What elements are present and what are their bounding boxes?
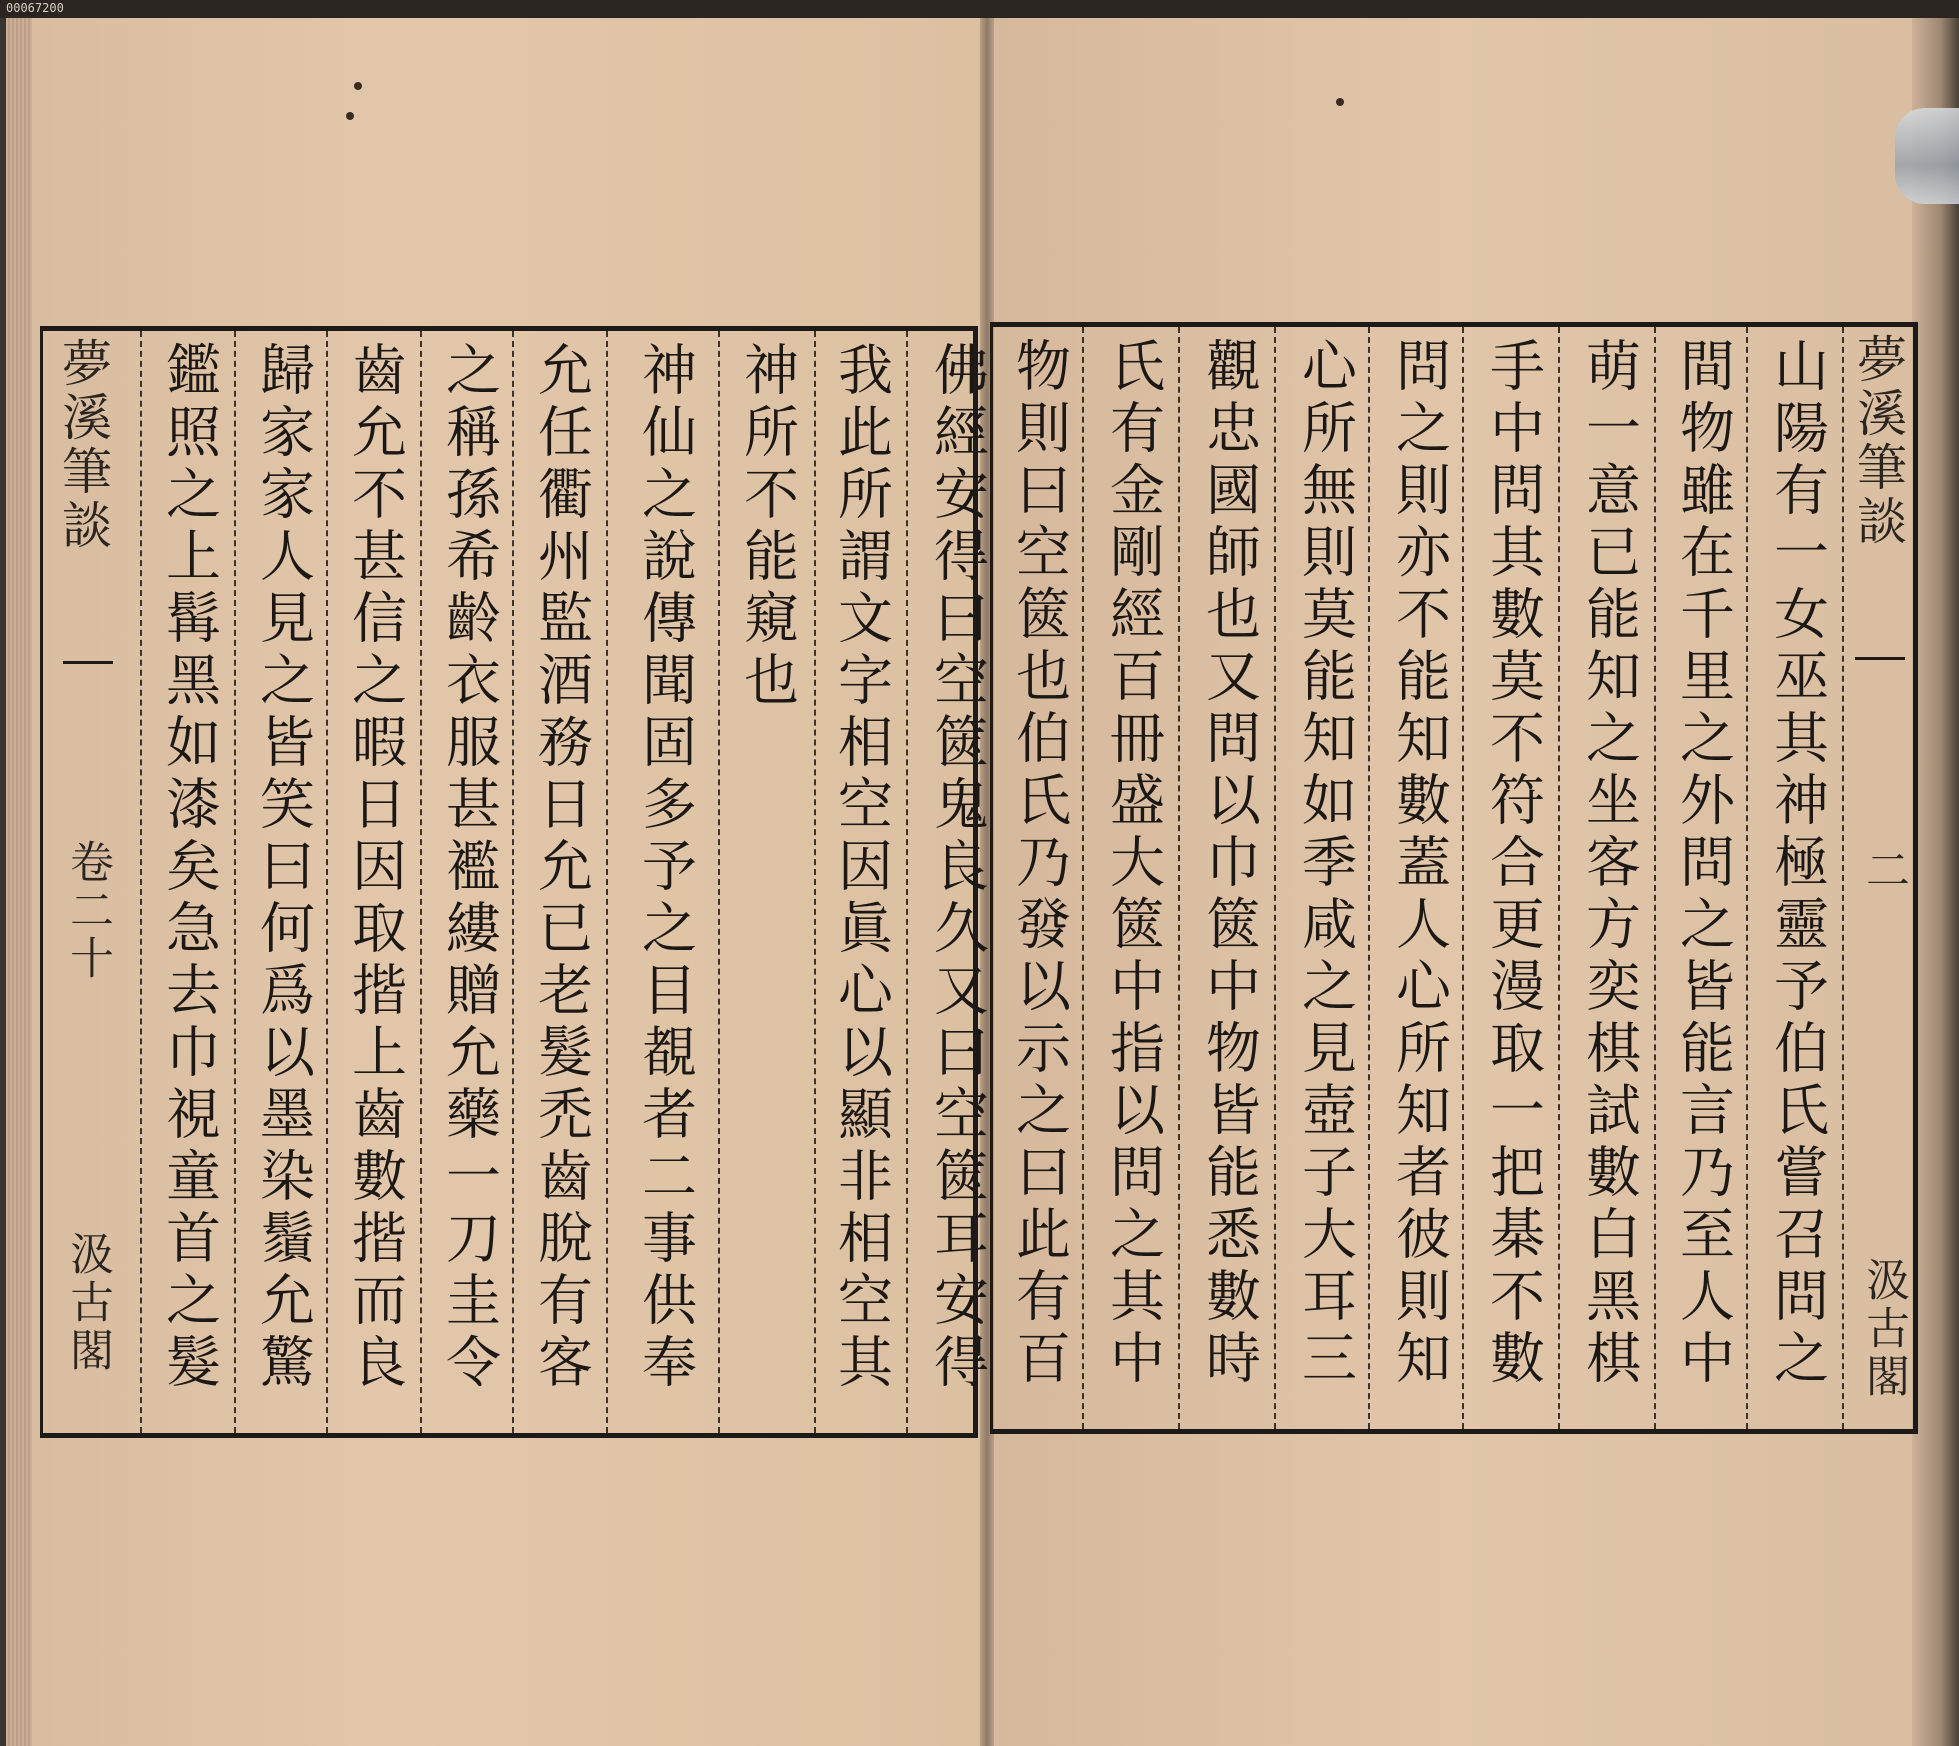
ink-dot [354, 82, 362, 90]
text-column: 萌一意已能知之坐客方奕棋試數白黑棋 [1577, 337, 1641, 1391]
margin-title: 夢溪筆談 [1849, 333, 1907, 549]
folio-number: 二 [1858, 847, 1909, 895]
text-column: 神仙之說傳聞固多予之目覩者二事供奉 [633, 341, 697, 1395]
text-column: 山陽有一女巫其神極靈予伯氏嘗召問之 [1765, 337, 1829, 1391]
text-column: 神所不能窺也 [735, 341, 799, 713]
text-column: 歸家家人見之皆笑曰何爲以墨染鬚允驚 [251, 341, 315, 1395]
ink-dot [346, 112, 354, 120]
text-column: 物則曰空篋也伯氏乃發以示之曰此有百 [1007, 337, 1071, 1391]
text-column: 佛經安得曰空篋鬼良久又曰空篋耳安得 [925, 341, 989, 1395]
volume-number: 卷二十 [62, 839, 113, 983]
text-column: 問之則亦不能知數蓋人心所知者彼則知 [1387, 337, 1451, 1391]
margin-separator [1855, 657, 1905, 660]
text-column: 允任衢州監酒務日允已老髮禿齒脫有客 [529, 341, 593, 1395]
ink-dot [1336, 98, 1344, 106]
text-column: 間物雖在千里之外問之皆能言乃至人中 [1671, 337, 1735, 1391]
margin-separator [63, 661, 113, 664]
text-column: 心所無則莫能知如季咸之見壺子大耳三 [1293, 337, 1357, 1391]
text-column: 氏有金剛經百冊盛大篋中指以問之其中 [1101, 337, 1165, 1391]
page-edges-left [6, 18, 32, 1746]
left-text-frame [40, 326, 989, 1438]
publisher-mark: 汲古閣 [62, 1231, 113, 1375]
scan-id: 00067200 [6, 1, 64, 15]
text-column: 我此所謂文字相空因眞心以顯非相空其 [829, 341, 893, 1395]
margin-title: 夢溪筆談 [54, 337, 112, 553]
text-column: 齒允不甚信之暇日因取揩上齒數揩而良 [343, 341, 407, 1395]
text-column: 觀忠國師也又問以巾篋中物皆能悉數時 [1197, 337, 1261, 1391]
right-text-frame [990, 322, 1918, 1434]
publisher-mark: 汲古閣 [1858, 1257, 1909, 1401]
text-column: 手中問其數莫不符合更漫取一把棊不數 [1481, 337, 1545, 1391]
page-edges-right [1912, 18, 1959, 1746]
text-column: 鑑照之上髯黑如漆矣急去巾視童首之髮 [157, 341, 221, 1395]
scan-header [0, 0, 1959, 18]
text-column: 之稱孫希齡衣服甚襤縷贈允藥一刀圭令 [437, 341, 501, 1395]
binder-clip [1895, 108, 1959, 204]
